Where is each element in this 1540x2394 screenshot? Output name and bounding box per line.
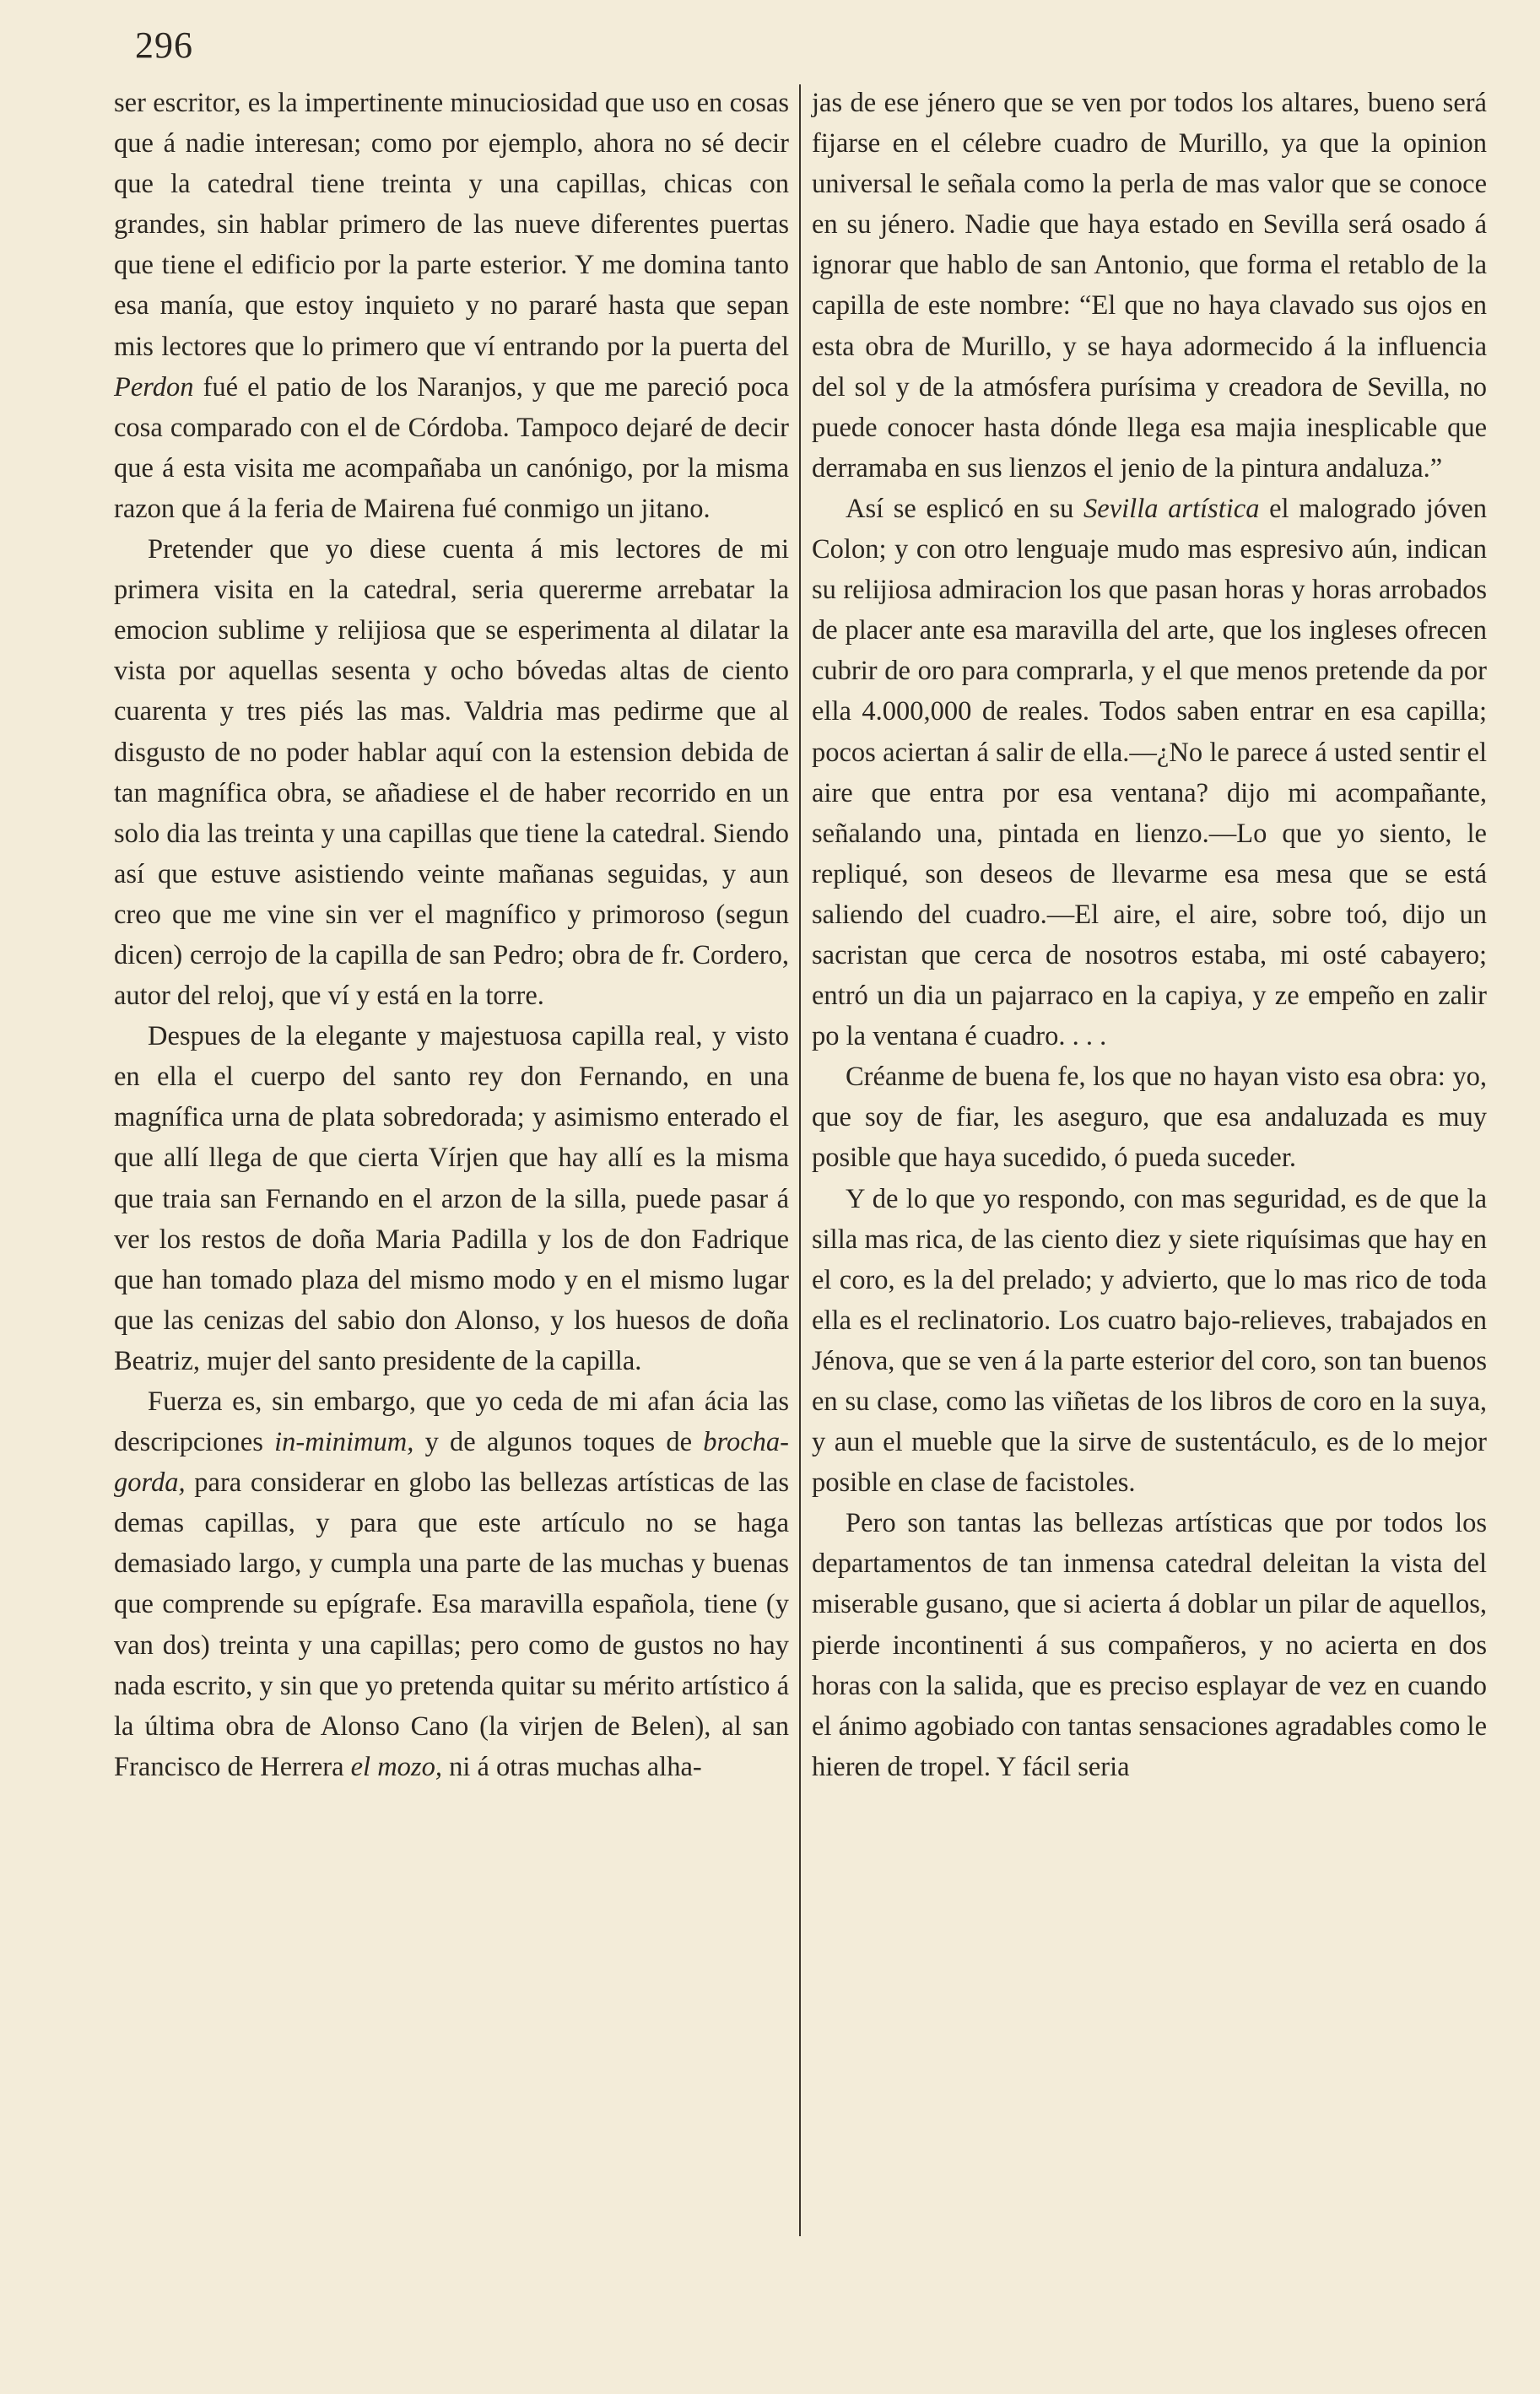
paragraph-text: ser escritor, es la impertinente minuciosidad que uso en cosas que á nadie interesan; como por ejemplo, ahora no sé decir que la catedral tiene treinta y una capillas, chicas con grandes, sin hablar primero de las nueve diferentes puertas que tiene el edificio por la parte esterior. Y me domina tanto esa manía, que estoy inquieto y no pararé hasta que sepan mis lectores que lo primero que ví entrando por la puerta del [114, 88, 789, 362]
paragraph-text: ni á otras muchas alha- [441, 1751, 702, 1782]
paragraph-text: fué el patio de los Naranjos, y que me pareció poca cosa comparado con el de Córdoba. Tampoco dejaré de decir que á esta visita me acompañaba un canónigo, por la misma razon que á la feria de Mairena fué conmigo un jitano. [114, 371, 789, 524]
column-divider [799, 84, 801, 2236]
paragraph-text: Así se esplicó en su [846, 493, 1084, 524]
paragraph: Despues de la elegante y majestuosa capilla real, y visto en ella el cuerpo del santo rey don Fernando, en una magnífica urna de plata sobredorada; y asimismo enterado el que allí llega de que cierta Vírjen que hay allí es la misma que traia san Fernando en el arzon de la silla, puede pasar á ver los restos de doña Maria Padilla y los de don Fadrique que han tomado plaza del mismo modo y en el mismo lugar que las cenizas del sabio don Alonso, y los huesos de doña Beatriz, mujer del santo presidente de la capilla. [114, 1021, 789, 1376]
left-column [114, 83, 789, 1787]
paragraph [812, 489, 1487, 1056]
paragraph: Créanme de buena fe, los que no hayan visto esa obra: yo, que soy de fiar, les aseguro, que esa andaluzada es muy posible que haya sucedido, ó pueda suceder. [812, 1062, 1487, 1174]
paragraph: jas de ese jénero que se ven por todos los altares, bueno será fijarse en el célebre cuadro de Murillo, ya que la opinion universal le señala como la perla de mas valor que se conoce en su jénero. Nadie que haya estado en Sevilla será osado á ignorar que hablo de san Antonio, que forma el retablo de la capilla de este nombre: “El que no haya clavado sus ojos en esta obra de Murillo, y se haya adormecido á la influencia del sol y de la atmósfera purísima y creadora de Sevilla, no puede conocer hasta dónde llega esa majia inesplicable que derramaba en sus lienzos el jenio de la pintura andaluza.” [812, 88, 1487, 484]
paragraph: Pretender que yo diese cuenta á mis lectores de mi primera visita en la catedral, seria quererme arrebatar la emocion sublime y relijiosa que se esperimenta al dilatar la vista por aquellas sesenta y ocho bóvedas altas de ciento cuarenta y tres piés las mas. Valdria mas pedirme que al disgusto de no poder hablar aquí con la estension debida de tan magnífica obra, se añadiese el de haber recorrido en un solo dia las treinta y una capillas que tiene la catedral. Siendo así que estuve asistiendo veinte mañanas seguidas, y aun creo que me vine sin ver el magnífico y primoroso (segun dicen) cerrojo de la capilla de san Pedro; obra de fr. Cordero, autor del reloj, que ví y está en la torre. [114, 534, 789, 1012]
italic-text: Perdon [114, 371, 194, 403]
italic-text: brocha-gorda, [114, 1427, 789, 1499]
paragraph-text: para considerar en globo las bellezas artísticas de las demas capillas, y para que este artículo no se haga demasiado largo, y cumpla una parte de las muchas y buenas que comprende su epígrafe. Esa maravilla española, tiene (y van dos) treinta y una capillas; pero como de gustos no hay nada escrito, y sin que yo pretenda quitar su mérito artístico á la última obra de Alonso Cano (la virjen de Belen), al san Francisco de Herrera [114, 1467, 789, 1782]
italic-text: el mozo, [350, 1751, 442, 1782]
italic-text: Sevilla artística [1083, 493, 1260, 524]
paragraph: Y de lo que yo respondo, con mas seguridad, es de que la silla mas rica, de las ciento diez y siete riquísimas que hay en el coro, es la del prelado; y advierto, que lo mas rico de toda ella es el reclinatorio. Los cuatro bajo-relieves, trabajados en Jénova, que se ven á la parte esterior del coro, son tan buenos en su clase, como las viñetas de los libros de coro en la suya, y aun el mueble que la sirve de sustentáculo, es de lo mejor posible en clase de facistoles. [812, 1183, 1487, 1499]
paragraph [114, 1381, 789, 1787]
right-column [812, 83, 1487, 1787]
page-number: 296 [135, 24, 193, 66]
paragraph [114, 83, 789, 529]
paragraph-text: y de algunos toques de [413, 1427, 704, 1458]
paragraph-text: Fuerza es, sin embargo, que yo ceda de mi afan ácia las descripciones [114, 1386, 789, 1458]
paragraph: Pero son tantas las bellezas artísticas que por todos los departamentos de tan inmensa catedral deleitan la vista del miserable gusano, que si acierta á doblar un pilar de aquellos, pierde incontinenti á sus compañeros, y no acierta en dos horas con la salida, que es preciso esplayar de vez en cuando el ánimo agobiado con tantas sensaciones agradables como le hieren de tropel. Y fácil seria [812, 1508, 1487, 1782]
paragraph-text: el malogrado jóven Colon; y con otro lenguaje mudo mas espresivo aún, indican su relijiosa admiracion los que pasan horas y horas arrobados de placer ante esa maravilla del arte, que los ingleses ofrecen cubrir de oro para comprarla, y el que menos pretende da por ella 4.000,000 de reales. Todos saben entrar en esa capilla; pocos aciertan á salir de ella.—¿No le parece á usted sentir el aire que entra por esa ventana? dijo mi acompañante, señalando una, pintada en lienzo.—Lo que yo siento, le repliqué, son deseos de llevarme esa mesa que se está saliendo del cuadro.—El aire, el aire, sobre toó, dijo un sacristan que cerca de nosotros estaba, mi osté cabayero; entró un dia un pajarraco en la capiya, y ze empeño en zalir po la ventana é cuadro. . . . [812, 493, 1487, 1052]
italic-text: in-minimum, [274, 1427, 414, 1458]
